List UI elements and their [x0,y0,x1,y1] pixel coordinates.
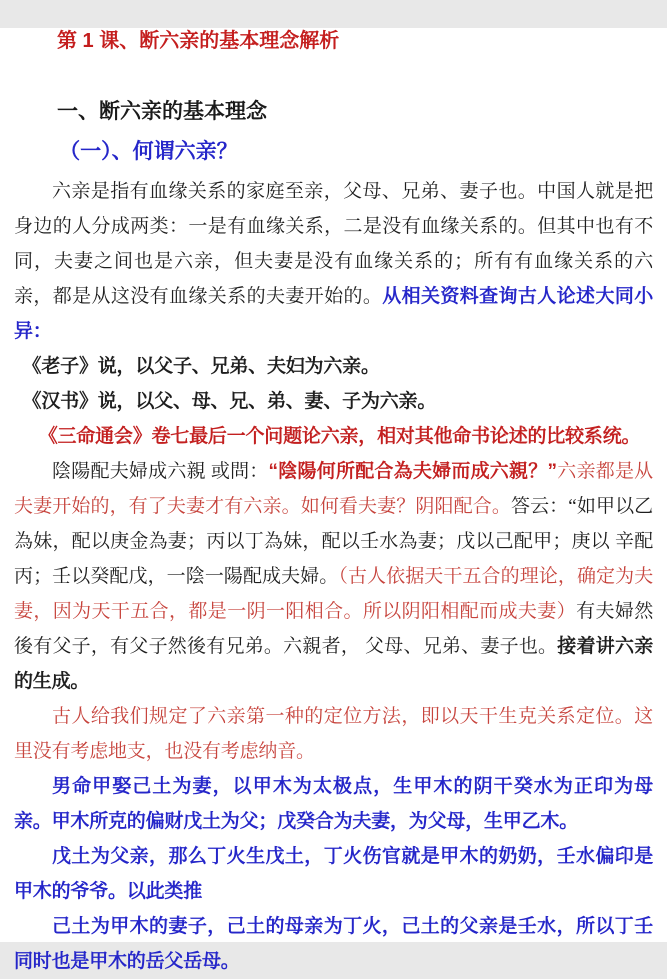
yinyang-bold-ending: 接着讲六亲的生成。 [14,636,653,692]
paragraph-laozi-quote [14,349,653,384]
paragraph-six-relatives-intro [14,174,653,349]
paragraph-sanmingtonghui-quote [14,419,653,454]
ancient-positioning-text: 古人给我们规定了六亲第一种的定位方法，即以天干生克关系定位。这里没有考虑地支，也没有考虑纳音。 [14,706,653,762]
subsection-heading: （一）、何谓六亲？ [59,140,238,163]
yinyang-answer-text: 答云：“如甲以乙為妹，配以庚金為妻；丙以丁為妹，配以壬水為妻；戊以己配甲；庚以 辛配丙；壬以癸配戊，一陰一陽配成夫婦。 [14,496,653,587]
ji-earth-wife-text: 己土为甲木的妻子，己土的母亲为丁火，己土的父亲是壬水，所以丁壬同时也是甲木的岳父岳母。 [14,916,653,972]
wu-earth-father-text: 戊土为父亲，那么丁火生戊土，丁火伤官就是甲木的奶奶，壬水偏印是甲木的爷爷。以此类推 [14,846,653,902]
paragraph-wu-earth-father [14,839,653,909]
yinyang-red-comment: 六亲都是从夫妻开始的，有了夫妻才有六亲。如何看夫妻？阴阳配合。 [14,461,653,517]
lesson-title: 第 1 课、断六亲的基本理念解析 [57,30,340,52]
male-jia-wife-text: 男命甲娶己土为妻，以甲木为太极点，生甲木的阴干癸水为正印为母亲。甲木所克的偏财戊土为父；戊癸合为夫妻，为父母，生甲乙木。 [14,776,653,832]
paragraph-yinyang-couple [14,454,653,699]
section-heading: 一、断六亲的基本理念 [57,100,268,123]
document-page [0,28,667,972]
sanmingtonghui-quote-text: 《三命通会》卷七最后一个问题论六亲，相对其他命书论述的比较系统。 [38,426,641,447]
laozi-quote-text: 《老子》说，以父子、兄弟、夫妇为六亲。 [22,356,380,377]
intro-text: 六亲是指有血缘关系的家庭至亲，父母、兄弟、妻子也。中国人就是把身边的人分成两类：一是有血缘关系，二是没有血缘关系的。但其中也有不同，夫妻之间也是六亲，但夫妻是没有血缘关系的；所有有血缘关系的六亲，都是从这没有血缘关系的夫妻开始的。 [14,181,653,307]
paragraph-male-jia-wife [14,769,653,839]
yinyang-lead-text: 陰陽配夫婦成六親 或問： [52,461,269,482]
intro-highlight-blue: 从相关资料查询古人论述大同小异： [14,286,654,342]
yinyang-paren-note: （古人依据天干五合的理论，确定为夫妻，因为天干五合，都是一阴一阳相合。所以阴阳相配而成夫妻） [14,566,653,622]
paragraph-hanshu-quote [14,384,653,419]
yinyang-red-question: “陰陽何所配合為夫婦而成六親？” [268,461,557,482]
yinyang-closing-text: 有夫婦然後有父子，有父子然後有兄弟。六親者， 父母、兄弟、妻子也。 [14,601,654,657]
hanshu-quote-text: 《汉书》说，以父、母、兄、弟、妻、子为六亲。 [22,391,437,412]
paragraph-ji-earth-wife [14,909,653,979]
paragraph-ancient-positioning [14,699,653,769]
